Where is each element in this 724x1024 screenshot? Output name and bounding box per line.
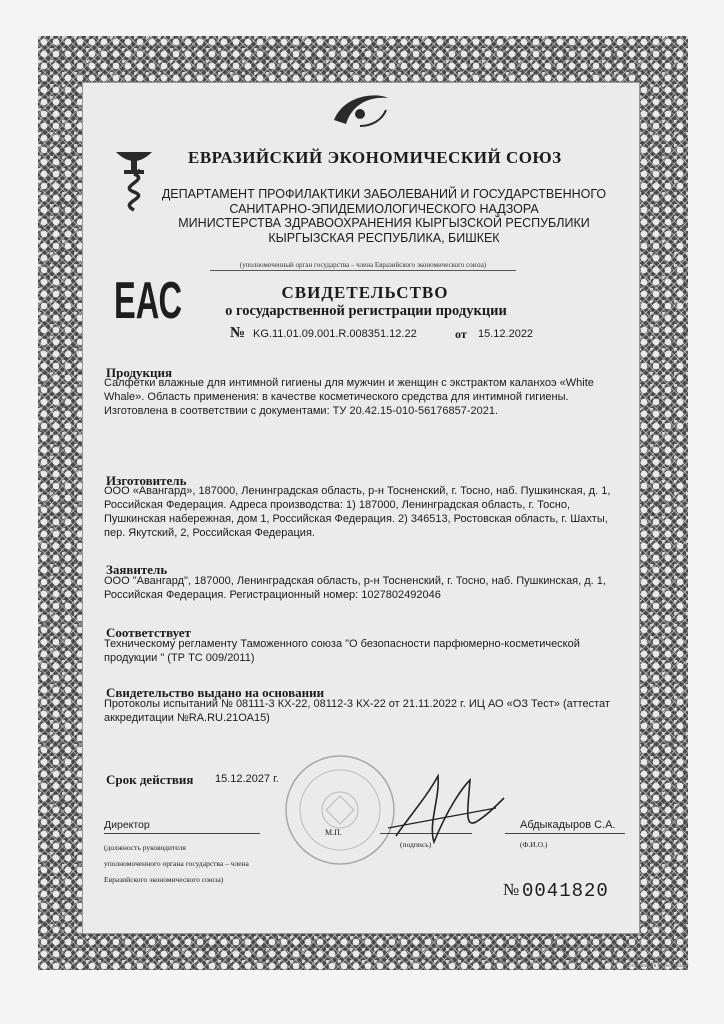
position-caption	[104, 840, 249, 888]
applicant-heading: Заявитель	[106, 562, 168, 577]
position-label: Директор	[104, 819, 150, 831]
union-title: ЕВРАЗИЙСКИЙ ЭКОНОМИЧЕСКИЙ СОЮЗ	[188, 148, 562, 167]
department-block	[104, 187, 664, 245]
department-line: САНИТАРНО-ЭПИДЕМИОЛОГИЧЕСКОГО НАДЗОРА	[229, 201, 539, 216]
conformity-heading: Соответствует	[106, 625, 191, 640]
fio-line	[505, 833, 625, 834]
basis-text: Протоколы испытаний № 08111-3 КХ-22, 08112-3 КХ-22 от 21.11.2022 г. ИЦ АО «ОЗ Тест» (аттестат аккредитации №RA.RU.21ОА15)	[104, 698, 610, 724]
certificate-date: 15.12.2022	[478, 328, 534, 340]
position-caption-line: Евразийского экономического союза)	[104, 875, 224, 884]
manufacturer-text: ООО «Авангард», 187000, Ленинградская область, р-н Тосненский, г. Тосно, наб. Пушкинская, д. 1, Российская Федерация. Адреса производства: 1) 187000, Ленинградская область, г. Тосно, Пушкинская набережная, дом 1, Российская Федерация. 2) 346513, Ростовская область, г. Шахты, пер. Якутский, 2, Российская Федерация.	[104, 485, 611, 539]
stamp-label: М.П.	[325, 828, 342, 837]
validity-date: 15.12.2027 г.	[215, 773, 279, 785]
basis-heading: Свидетельство выдано на основании	[106, 685, 325, 700]
certificate-number: KG.11.01.09.001.R.008351.12.22	[253, 328, 417, 340]
position-caption-line: уполномоченного органа государства – члена	[104, 859, 249, 868]
eaeu-logo-icon	[326, 90, 394, 138]
serial-sign: №	[503, 880, 520, 899]
serial-number: 0041820	[522, 880, 609, 902]
manufacturer-heading: Изготовитель	[106, 473, 187, 488]
department-line: КЫРГЫЗСКАЯ РЕСПУБЛИКА, БИШКЕК	[268, 230, 500, 245]
signature	[378, 758, 508, 854]
eac-mark-text: ЕАС	[114, 272, 182, 330]
certificate-title: СВИДЕТЕЛЬСТВО	[281, 283, 449, 302]
signature-caption: (подпись)	[400, 840, 432, 849]
fio-caption: (Ф.И.О.)	[520, 840, 548, 849]
date-from-label: от	[455, 327, 467, 341]
position-caption-line: (должность руководителя	[104, 843, 186, 852]
applicant-text: ООО "Авангард", 187000, Ленинградская область, р-н Тосненский, г. Тосно, наб. Пушкинская, д. 1, Российская Федерация. Регистрационный номер: 1027802492046	[104, 575, 606, 601]
conformity-text: Техническому регламенту Таможенного союза "О безопасности парфюмерно-косметической продукции " (ТР ТС 009/2011)	[104, 638, 580, 664]
department-line: МИНИСТЕРСТВА ЗДРАВООХРАНЕНИЯ КЫРГЫЗСКОЙ РЕСПУБЛИКИ	[178, 216, 590, 230]
certificate-subtitle: о государственной регистрации продукции	[225, 303, 507, 319]
fio-name: Абдыкадыров С.А.	[520, 819, 616, 831]
product-heading: Продукция	[106, 365, 173, 380]
validity-label: Срок действия	[106, 772, 194, 787]
eac-mark	[108, 268, 188, 330]
position-line	[104, 833, 260, 834]
organ-note: (уполномоченный орган государства – члена Евразийского экономического союза)	[239, 261, 487, 269]
number-sign: №	[230, 325, 246, 341]
organ-underline	[210, 270, 516, 271]
department-line: ДЕПАРТАМЕНТ ПРОФИЛАКТИКИ ЗАБОЛЕВАНИЙ И ГОСУДАРСТВЕННОГО	[161, 187, 607, 201]
printer-note: Отпечатано в ГОЗНАК 2022 г.	[628, 963, 690, 968]
product-text: Салфетки влажные для интимной гигиены для мужчин и женщин с экстрактом каланхоэ «White Whale». Область применения: в качестве косметического средства для интимной гигиены. Изготовлена в соответствии с документами: ТУ 20.42.15-010-56176857-2021.	[104, 377, 594, 417]
